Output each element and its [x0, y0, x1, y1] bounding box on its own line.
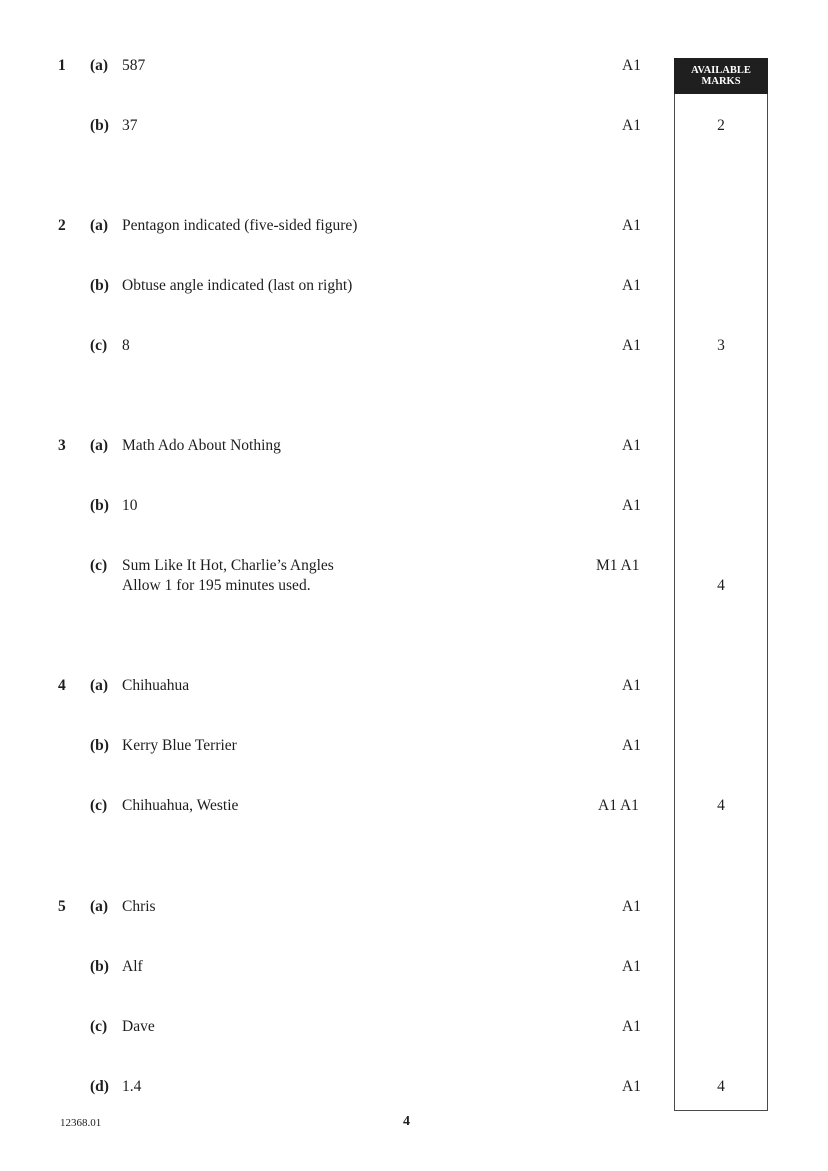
question-number: 2	[58, 217, 66, 234]
part-label: (d)	[90, 1078, 109, 1095]
answer-text: 10	[122, 497, 138, 514]
page-number: 4	[403, 1114, 410, 1129]
question-number: 3	[58, 437, 66, 454]
part-label: (a)	[90, 217, 109, 234]
available-marks-header-line1: AVAILABLE	[691, 65, 751, 76]
answer-text: 587	[122, 57, 146, 74]
available-marks-header-line2: MARKS	[701, 76, 741, 87]
part-label: (c)	[90, 557, 108, 574]
question-number: 4	[58, 677, 66, 694]
mark-code: A1	[622, 117, 641, 134]
mark-code: A1	[622, 337, 641, 354]
part-label: (c)	[90, 1018, 108, 1035]
part-label: (b)	[90, 737, 109, 754]
answer-text: Kerry Blue Terrier	[122, 737, 237, 754]
mark-code: M1 A1	[596, 557, 640, 574]
part-label: (b)	[90, 497, 109, 514]
part-label: (b)	[90, 277, 109, 294]
part-label: (a)	[90, 898, 109, 915]
mark-code: A1	[622, 1078, 641, 1095]
mark-code: A1	[622, 277, 641, 294]
mark-code: A1	[622, 677, 641, 694]
answer-text: Math Ado About Nothing	[122, 437, 281, 454]
mark-code: A1 A1	[598, 797, 639, 814]
answer-text: Obtuse angle indicated (last on right)	[122, 277, 353, 294]
document-code: 12368.01	[60, 1117, 102, 1129]
answer-note: Allow 1 for 195 minutes used.	[122, 577, 311, 594]
answer-text: Alf	[122, 958, 143, 975]
part-label: (c)	[90, 337, 108, 354]
available-marks-total: 4	[717, 1078, 725, 1095]
available-marks-header	[674, 58, 768, 94]
question-number: 1	[58, 57, 66, 74]
answer-text: 37	[122, 117, 138, 134]
part-label: (a)	[90, 437, 109, 454]
part-label: (c)	[90, 797, 108, 814]
available-marks-total: 4	[717, 797, 725, 814]
mark-code: A1	[622, 1018, 641, 1035]
available-marks-total: 4	[717, 577, 725, 594]
answer-text: Chris	[122, 898, 156, 915]
mark-code: A1	[622, 217, 641, 234]
answer-text: Dave	[122, 1018, 155, 1035]
answer-text: Chihuahua	[122, 677, 190, 694]
mark-code: A1	[622, 497, 641, 514]
part-label: (b)	[90, 958, 109, 975]
part-label: (a)	[90, 677, 109, 694]
mark-code: A1	[622, 437, 641, 454]
answer-text: 1.4	[122, 1078, 142, 1095]
mark-code: A1	[622, 57, 641, 74]
part-label: (b)	[90, 117, 109, 134]
mark-code: A1	[622, 898, 641, 915]
answer-text: Pentagon indicated (five-sided figure)	[122, 217, 358, 234]
mark-code: A1	[622, 958, 641, 975]
question-number: 5	[58, 898, 66, 915]
mark-code: A1	[622, 737, 641, 754]
part-label: (a)	[90, 57, 109, 74]
answer-text: Sum Like It Hot, Charlie’s Angles	[122, 557, 334, 574]
available-marks-total: 3	[717, 337, 725, 354]
available-marks-total: 2	[717, 117, 725, 134]
answer-text: Chihuahua, Westie	[122, 797, 239, 814]
answer-text: 8	[122, 337, 130, 354]
